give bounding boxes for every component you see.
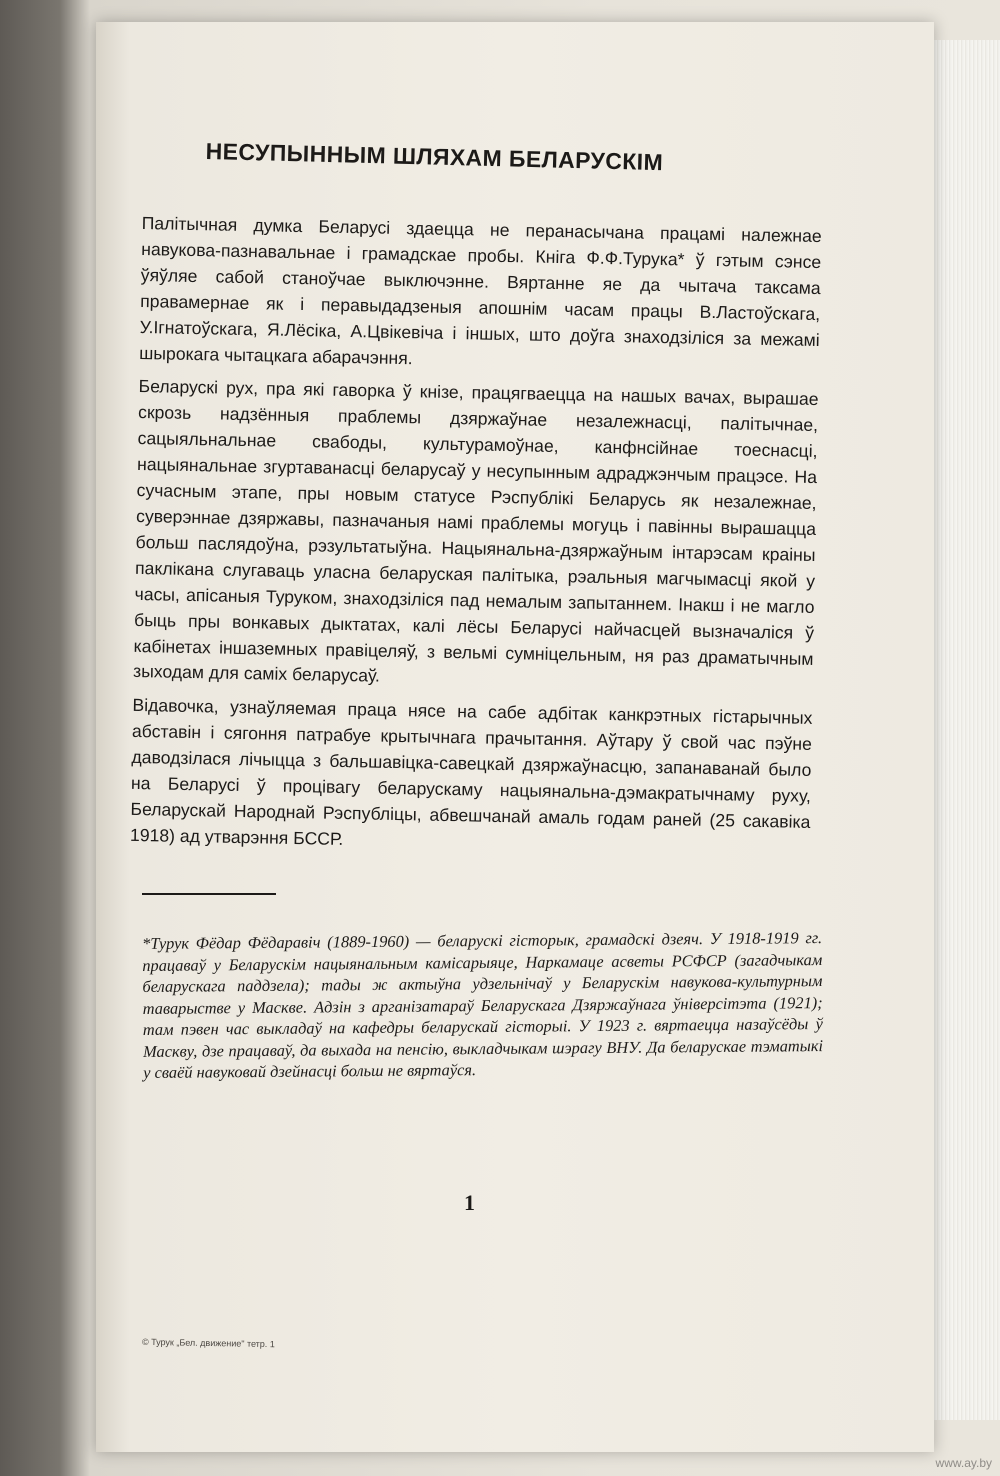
imprint-line: © Турук „Бел. движение" тетр. 1 <box>141 1336 275 1350</box>
footnote: *Турук Фёдар Фёдаравіч (1889-1960) — беларускі гісторык, грамадскі дзеяч. У 1918-1919 гг. працаваў у Беларускім нацыянальным камісарыяце, Наркамаце асветы РСФСР (загадчыкам беларускага паддзела); тады ж актыўна удзельнічаў у Беларускім навукова-культурным таварыстве у Маскве. Адзін з арганізатараў Беларускага Дзяржаўнага ўніверсітэта (1921); там пэвен час выкладаў на кафедры беларускай гісторыі. У 1923 г. вяртаецца назаўсёды ў Маскву, дзе працаваў, да выхада на пенсію, выкладчыкам шэрагу ВНУ. Да беларускае тэматыкі у сваёй навуковай дзейнасці больш не вяртаўся. <box>142 927 824 1082</box>
paragraph-2: Беларускі рух, пра які гаворка ў кнізе, працягваецца на нашых вачах, вырашае скрозь надзённыя праблемы дзяржаўнае незалежнасці, палітычнае, сацыяльнальнае свабоды, культурамоўнае, канфнсійнае тоеснасці, нацыянальнае згуртаванасці беларусаў у несупынным адраджэнчым працэсе. На сучасным этапе, пры новым статусе Рэспублікі Беларусь як незалежнае, суверэннае дзяржавы, пазначаныя намі праблемы могуць і павінны вырашацца больш паслядоўна, рэзультатыўна. Нацыянальна-дзяржаўным інтарэсам краіны паклікана слугаваць уласна беларуская палітыка, рэальныя магчымасці якой у часы, апісаныя Туруком, знаходзіліся пад немалым запытаннем. Інакш і не магло быць пры вонкавых дыктатах, калі лёсы Беларусі найчасцей вызначаліся ў кабінетах іншаземных правіцеляў, з вельмі сумніцельным, ня раз драматычным зыходам для саміх беларусаў. <box>132 376 819 687</box>
page-content <box>129 138 824 1083</box>
chapter-title: НЕСУПЫННЫМ ШЛЯХАМ БЕЛАРУСКІМ <box>205 138 664 176</box>
body-text <box>130 211 822 862</box>
paragraph-3: Відавочка, узнаўляемая праца нясе на сабе адбітак канкрэтных гістарычных абставін і сягоння патрабуе крытычнага прачытання. Аўтару ў свой час пэўне даводзілася лічыцца з бальшавіцка-савецкай дзяржаўнасцю, запанаванай было на Беларусі ў процівагу беларускаму нацыянальна-дэмакратычнаму руху, Беларускай Народнай Рэспубліцы, абвешчанай амаль годам раней (25 сакавіка 1918) ад утварэння БССР. <box>129 695 813 849</box>
site-watermark: www.ay.by <box>935 1456 992 1470</box>
page-stack-edge <box>929 40 1000 1420</box>
paragraph-1: Палітычная думка Беларусі здаецца не перанасычана працамі належнае навукова-пазнавальнае і грамадскае пробы. Кніга Ф.Ф.Турука* ў гэтым сэнсе ўяўляе сабой станоўчае выключэнне. Вяртанне яе да чытача таксама правамернае як і перавыдадзеныя апошнім часам працы В.Ластоўскага, У.Ігнатоўскага, Я.Лёсіка, А.Цвікевіча і іншых, што доўга знаходзіліся за межамі шырокага чытацкага абарачэння. <box>139 212 822 368</box>
page-number: 1 <box>464 1190 475 1215</box>
footnote-divider <box>142 893 276 895</box>
